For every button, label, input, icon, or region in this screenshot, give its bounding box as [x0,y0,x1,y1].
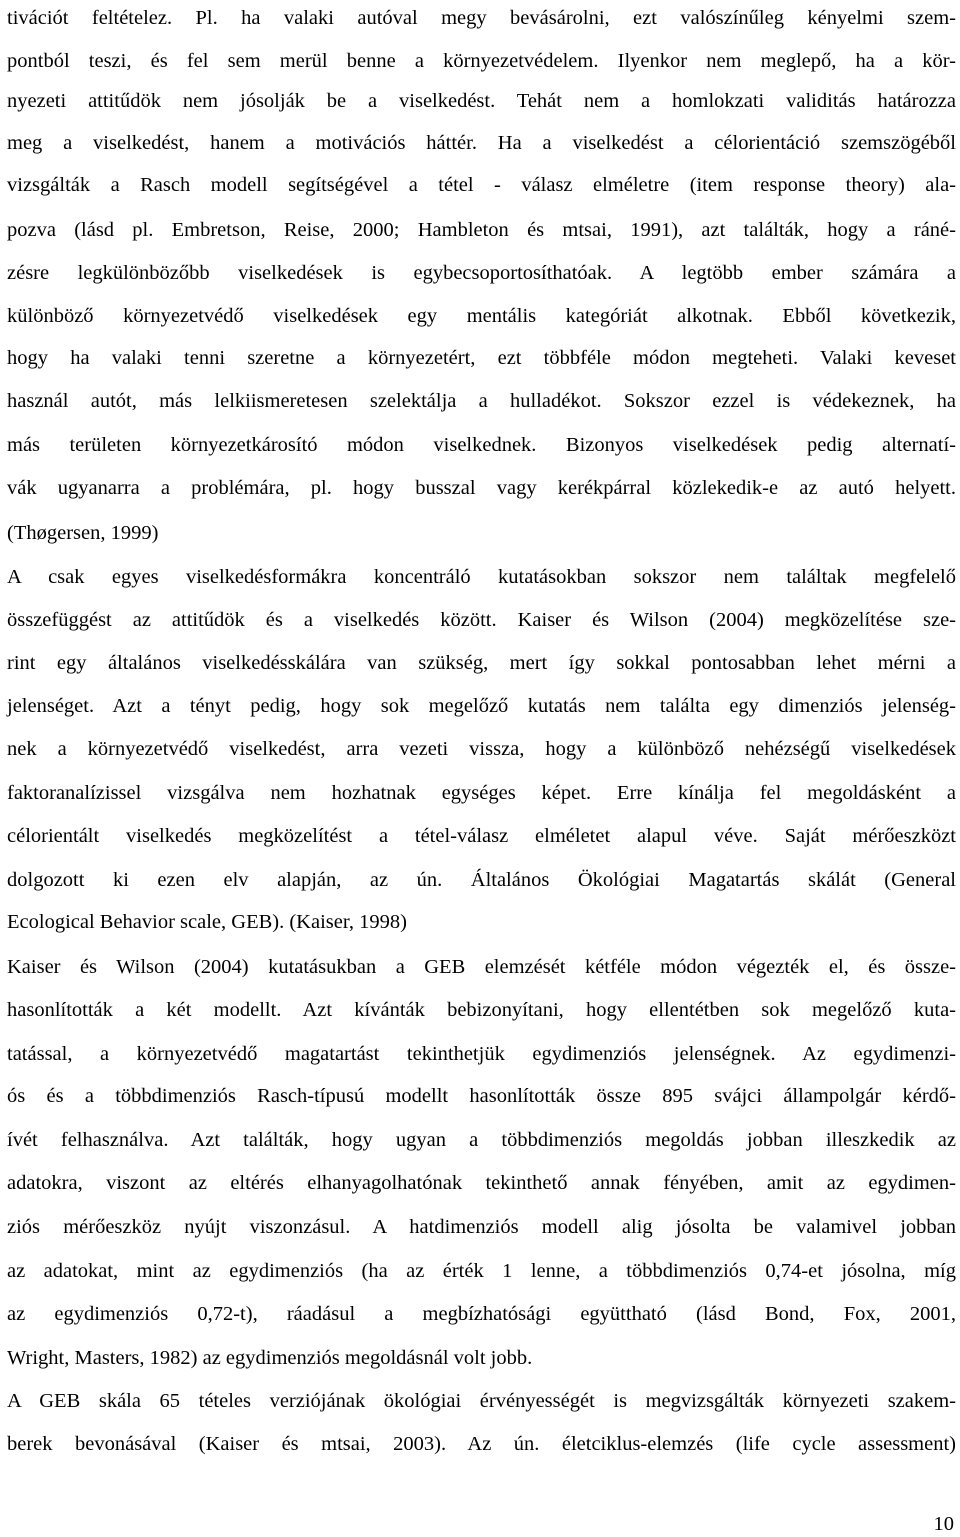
text-line: dolgozott ki ezen elv alapján, az ún. Általános Ökológiai Magatartás skálát (General [7,869,956,891]
text-line: A GEB skála 65 tételes verziójának ökológiai érvényességét is megvizsgálták környezeti szakem- [7,1390,956,1412]
text-line: összefüggést az attitűdök és a viselkedés között. Kaiser és Wilson (2004) megközelítése sze- [7,609,956,631]
page-number: 10 [933,1513,954,1535]
text-line: berek bevonásával (Kaiser és mtsai, 2003). Az ún. életciklus-elemzés (life cycle assessment) [7,1433,956,1455]
text-line: meg a viselkedést, hanem a motivációs háttér. Ha a viselkedést a célorientáció szemszögéből [7,132,956,154]
text-line: tivációt feltételez. Pl. ha valaki autóval megy bevásárolni, ezt valószínűleg kényelmi szem- [7,7,956,29]
text-line: (Thøgersen, 1999) [7,522,159,544]
text-line: pontból teszi, és fel sem merül benne a környezetvédelem. Ilyenkor nem meglepő, ha a kör- [7,50,956,72]
text-line: adatokra, viszont az eltérés elhanyagolhatónak tekinthető annak fényében, amit az egydimen- [7,1172,956,1194]
text-line: célorientált viselkedés megközelítést a tétel-válasz elméletet alapul véve. Saját mérőeszközt [7,825,956,847]
text-line: zésre legkülönbözőbb viselkedések is egybecsoportosíthatóak. A legtöbb ember számára a [7,262,956,284]
text-line: más területen környezetkárosító módon viselkednek. Bizonyos viselkedések pedig alternatí- [7,434,956,456]
text-line: Wright, Masters, 1982) az egydimenziós megoldásnál volt jobb. [7,1347,533,1369]
text-line: ós és a többdimenziós Rasch-típusú modellt hasonlították össze 895 svájci állampolgár kérdő- [7,1085,956,1107]
text-line: A csak egyes viselkedésformákra koncentráló kutatásokban sokszor nem találtak megfelelő [7,566,956,588]
text-line: nek a környezetvédő viselkedést, arra vezeti vissza, hogy a különböző nehézségű viselkedések [7,738,956,760]
text-line: faktoranalízissel vizsgálva nem hozhatnak egységes képet. Erre kínálja fel megoldásként a [7,782,956,804]
text-line: különböző környezetvédő viselkedések egy mentális kategóriát alkotnak. Ebből következik, [7,305,956,327]
text-line: hogy ha valaki tenni szeretne a környezetért, ezt többféle módon megteheti. Valaki keveset [7,347,956,369]
text-line: rint egy általános viselkedésskálára van szükség, mert így sokkal pontosabban lehet mérni a [7,652,956,674]
text-line: vizsgálták a Rasch modell segítségével a tétel - válasz elméletre (item response theory) ala- [7,174,956,196]
text-line: vák ugyanarra a problémára, pl. hogy busszal vagy kerékpárral közlekedik-e az autó helyett. [7,477,956,499]
text-line: Kaiser és Wilson (2004) kutatásukban a GEB elemzését kétféle módon végezték el, és össze- [7,956,956,978]
text-line: az egydimenziós 0,72-t), ráadásul a megbízhatósági együttható (lásd Bond, Fox, 2001, [7,1303,956,1325]
text-line: jelenséget. Azt a tényt pedig, hogy sok megelőző kutatás nem találta egy dimenziós jelenség- [7,695,956,717]
text-line: nyezeti attitűdök nem jósolják be a viselkedést. Tehát nem a homlokzati validitás határozza [7,90,956,112]
text-line: az adatokat, mint az egydimenziós (ha az érték 1 lenne, a többdimenziós 0,74-et jósolna, míg [7,1260,956,1282]
text-line: ívét felhasználva. Azt találták, hogy ugyan a többdimenziós megoldás jobban illeszkedik az [7,1129,956,1151]
text-line: ziós mérőeszköz nyújt viszonzásul. A hatdimenziós modell alig jósolta be valamivel jobban [7,1216,956,1238]
text-line: pozva (lásd pl. Embretson, Reise, 2000; Hambleton és mtsai, 1991), azt találták, hogy a ráné- [7,219,956,241]
text-line: használ autót, más lelkiismeretesen szelektálja a hulladékot. Sokszor ezzel is védekeznek, ha [7,390,956,412]
text-line: Ecological Behavior scale, GEB). (Kaiser, 1998) [7,911,407,933]
text-line: hasonlították a két modellt. Azt kívánták bebizonyítani, hogy ellentétben sok megelőző kuta- [7,999,956,1021]
text-line: tatással, a környezetvédő magatartást tekinthetjük egydimenziós jelenségnek. Az egydimenzi- [7,1043,956,1065]
